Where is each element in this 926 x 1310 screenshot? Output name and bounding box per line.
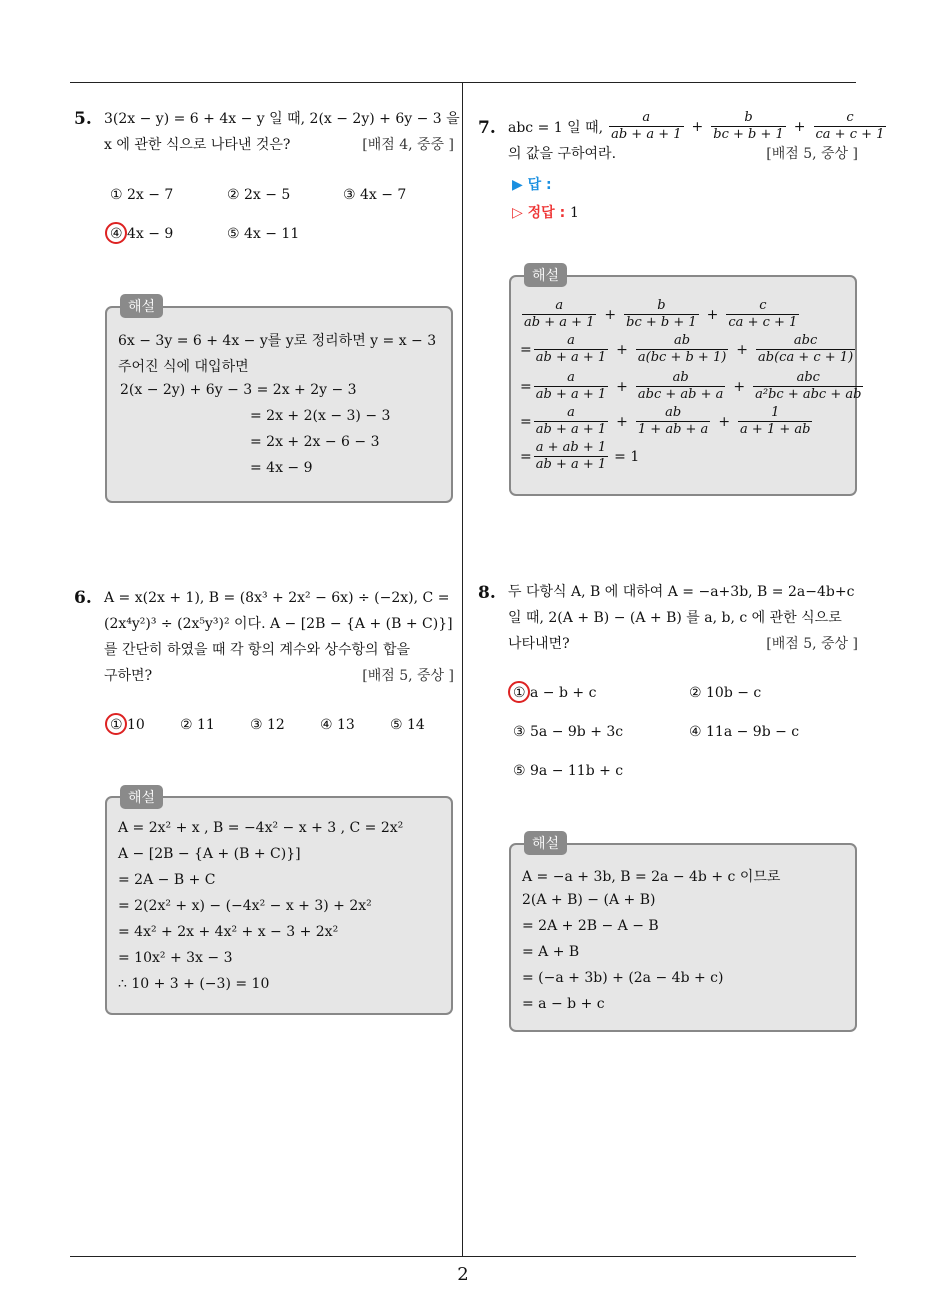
solution-line: = 4x − 9 [250, 460, 313, 476]
fraction-denominator: bc + b + 1 [713, 127, 784, 142]
fraction-numerator: a [555, 298, 564, 313]
fraction [534, 333, 608, 366]
fraction-numerator: a [567, 370, 575, 385]
fraction-denominator: bc + b + 1 [626, 315, 697, 330]
column-divider [462, 83, 463, 1256]
answer-circle-mark [105, 713, 127, 735]
solution-line: ∴ 10 + 3 + (−3) = 10 [118, 976, 270, 992]
math-operator: = [520, 413, 532, 430]
correct-label-text: ▷ 정답 : [512, 205, 566, 221]
choice-1[interactable]: ① a − b + c [513, 685, 597, 701]
solution-line: 6x − 3y = 6 + 4x − y를 y로 정리하면 y = x − 3 [118, 333, 437, 349]
solution-line: A − [2B − {A + (B + C)}] [118, 846, 301, 862]
fraction-denominator: 1 + ab + a [637, 422, 709, 437]
fraction-numerator: ab [672, 370, 689, 385]
question-line: 3(2x − y) = 6 + 4x − y 일 때, 2(x − 2y) + 6y − 3 을 [104, 111, 460, 127]
question-text [104, 585, 454, 689]
fraction [726, 298, 799, 331]
question-number: 6. [74, 588, 92, 608]
choice-1[interactable]: ① 2x − 7 [110, 187, 174, 203]
fraction-numerator: b [744, 110, 753, 125]
fraction-denominator: abc + ab + a [637, 387, 724, 402]
fraction [609, 110, 683, 143]
solution-line: = 10x² + 3x − 3 [118, 950, 233, 966]
math-operator: + [706, 306, 719, 323]
fraction [738, 405, 812, 438]
solution-line [520, 298, 801, 331]
choice-3[interactable]: ③ 4x − 7 [343, 187, 407, 203]
solution-tag: 해설 [524, 263, 567, 287]
choice-5[interactable]: ⑤ 9a − 11b + c [513, 763, 624, 779]
score-label: [배점 5, 중상 ] [362, 668, 454, 684]
answer-circle-mark [105, 222, 127, 244]
math-operator: = [520, 378, 532, 395]
fraction [636, 333, 728, 366]
fraction [711, 110, 786, 143]
question-text [508, 579, 858, 657]
solution-line: = (−a + 3b) + (2a − 4b + c) [522, 970, 724, 986]
question-line: A = x(2x + 1), B = (8x³ + 2x² − 6x) ÷ (−2x), C = [104, 590, 450, 606]
score-label: [배점 5, 중상 ] [766, 636, 858, 652]
question-line: 의 값을 구하여라. [508, 146, 617, 162]
fraction [636, 370, 726, 403]
solution-line: A = −a + 3b, B = 2a − 4b + c 이므로 [522, 869, 781, 885]
fraction-denominator: a + 1 + ab [740, 422, 811, 437]
solution-line: = a − b + c [522, 996, 605, 1012]
answer-label: ▶ 답 : [512, 177, 552, 193]
math-operator: + [616, 413, 628, 430]
solution-line: 주어진 식에 대입하면 [118, 359, 249, 375]
fraction [814, 110, 887, 143]
fraction-denominator: ca + c + 1 [815, 127, 885, 142]
fraction-numerator: ab [665, 405, 682, 420]
choice-2[interactable]: ② 11 [180, 717, 215, 733]
solution-result: = 1 [614, 448, 640, 465]
question-text [508, 141, 858, 167]
page-number: 2 [457, 1264, 469, 1285]
math-operator: + [736, 341, 749, 358]
question-line [508, 110, 888, 143]
solution-line: A = 2x² + x , B = −4x² − x + 3 , C = 2x² [118, 820, 404, 836]
fraction-denominator: a²bc + abc + ab [755, 387, 862, 402]
fraction-denominator: ab + a + 1 [535, 350, 607, 365]
math-operator: + [604, 306, 617, 323]
solution-line [520, 333, 857, 366]
correct-answer-label [512, 202, 579, 222]
choice-1[interactable]: ① 10 [110, 717, 145, 733]
question-line: 나타내면? [508, 636, 570, 652]
question-line: 두 다항식 A, B 에 대하여 A = −a+3b, B = 2a−4b+c [508, 584, 855, 600]
fraction-numerator: 1 [771, 405, 780, 420]
fraction-denominator: ab + a + 1 [535, 457, 607, 472]
math-operator: + [718, 413, 731, 430]
fraction [756, 333, 855, 366]
question-line: 를 간단히 하였을 때 각 항의 계수와 상수항의 합을 [104, 642, 411, 658]
fraction-denominator: ab + a + 1 [611, 127, 682, 142]
solution-line [520, 440, 639, 473]
question-line: 일 때, 2(A + B) − (A + B) 를 a, b, c 에 관한 식으로 [508, 610, 842, 626]
choice-3[interactable]: ③ 5a − 9b + 3c [513, 724, 624, 740]
choice-2[interactable]: ② 2x − 5 [227, 187, 291, 203]
solution-line: 2(x − 2y) + 6y − 3 = 2x + 2y − 3 [120, 382, 357, 398]
question-line: (2x⁴y²)³ ÷ (2x⁵y³)² 이다. A − [2B − {A + (B + C)}] [104, 616, 453, 632]
fraction-numerator: c [759, 298, 767, 313]
question-number: 5. [74, 109, 92, 129]
math-operator: + [691, 118, 704, 135]
solution-line: = 2A − B + C [118, 872, 216, 888]
fraction [534, 440, 608, 473]
fraction-denominator: ab(ca + c + 1) [758, 350, 854, 365]
fraction [534, 405, 608, 438]
math-operator: = [520, 448, 532, 465]
fraction-denominator: ab + a + 1 [535, 422, 607, 437]
fraction-numerator: abc [796, 370, 820, 385]
fraction [753, 370, 863, 403]
score-label: [배점 4, 중중 ] [362, 137, 454, 153]
question-text [104, 106, 460, 158]
fraction-numerator: abc [793, 333, 818, 348]
solution-line: = A + B [522, 944, 580, 960]
fraction [636, 405, 710, 438]
choice-4[interactable]: ④ 13 [320, 717, 355, 733]
math-operator: + [793, 118, 806, 135]
fraction-numerator: ab [674, 333, 691, 348]
question-line: x 에 관한 식으로 나타낸 것은? [104, 137, 291, 153]
solution-line [520, 405, 814, 438]
answer-circle-mark [508, 681, 530, 703]
fraction-numerator: a [567, 333, 575, 348]
bottom-rule [70, 1256, 856, 1257]
choice-4[interactable]: ④ 4x − 9 [110, 226, 174, 242]
solution-line: = 2A + 2B − A − B [522, 918, 659, 934]
fraction-numerator: a [567, 405, 575, 420]
choice-5[interactable]: ⑤ 14 [390, 717, 425, 733]
correct-answer-value: 1 [570, 205, 579, 221]
fraction [522, 298, 596, 331]
solution-line: = 2x + 2(x − 3) − 3 [250, 408, 391, 424]
solution-line: = 2x + 2x − 6 − 3 [250, 434, 380, 450]
fraction [624, 298, 699, 331]
solution-line: = 2(2x² + x) − (−4x² − x + 3) + 2x² [118, 898, 372, 914]
top-rule [70, 82, 856, 83]
solution-line [520, 370, 865, 403]
choice-3[interactable]: ③ 12 [250, 717, 285, 733]
question-number: 7. [478, 118, 496, 138]
fraction-denominator: ab + a + 1 [524, 315, 595, 330]
math-operator: = [520, 341, 532, 358]
fraction-numerator: c [846, 110, 854, 125]
choice-5[interactable]: ⑤ 4x − 11 [227, 226, 300, 242]
fraction-numerator: a [642, 110, 651, 125]
solution-line: = 4x² + 2x + 4x² + x − 3 + 2x² [118, 924, 339, 940]
choice-2[interactable]: ② 10b − c [689, 685, 762, 701]
solution-tag: 해설 [120, 785, 163, 809]
score-label: [배점 5, 중상 ] [766, 146, 858, 162]
math-operator: + [616, 341, 628, 358]
question-prefix: abc = 1 일 때, [508, 119, 604, 136]
math-operator: + [733, 378, 746, 395]
fraction-numerator: a + ab + 1 [535, 440, 607, 455]
fraction-denominator: ab + a + 1 [535, 387, 607, 402]
solution-tag: 해설 [120, 294, 163, 318]
solution-line: 2(A + B) − (A + B) [522, 892, 656, 908]
question-number: 8. [478, 583, 496, 603]
fraction-numerator: b [657, 298, 666, 313]
math-operator: + [616, 378, 628, 395]
fraction [534, 370, 608, 403]
fraction-denominator: a(bc + b + 1) [637, 350, 727, 365]
fraction-denominator: ca + c + 1 [728, 315, 798, 330]
choice-4[interactable]: ④ 11a − 9b − c [689, 724, 800, 740]
question-line: 구하면? [104, 668, 153, 684]
solution-tag: 해설 [524, 831, 567, 855]
